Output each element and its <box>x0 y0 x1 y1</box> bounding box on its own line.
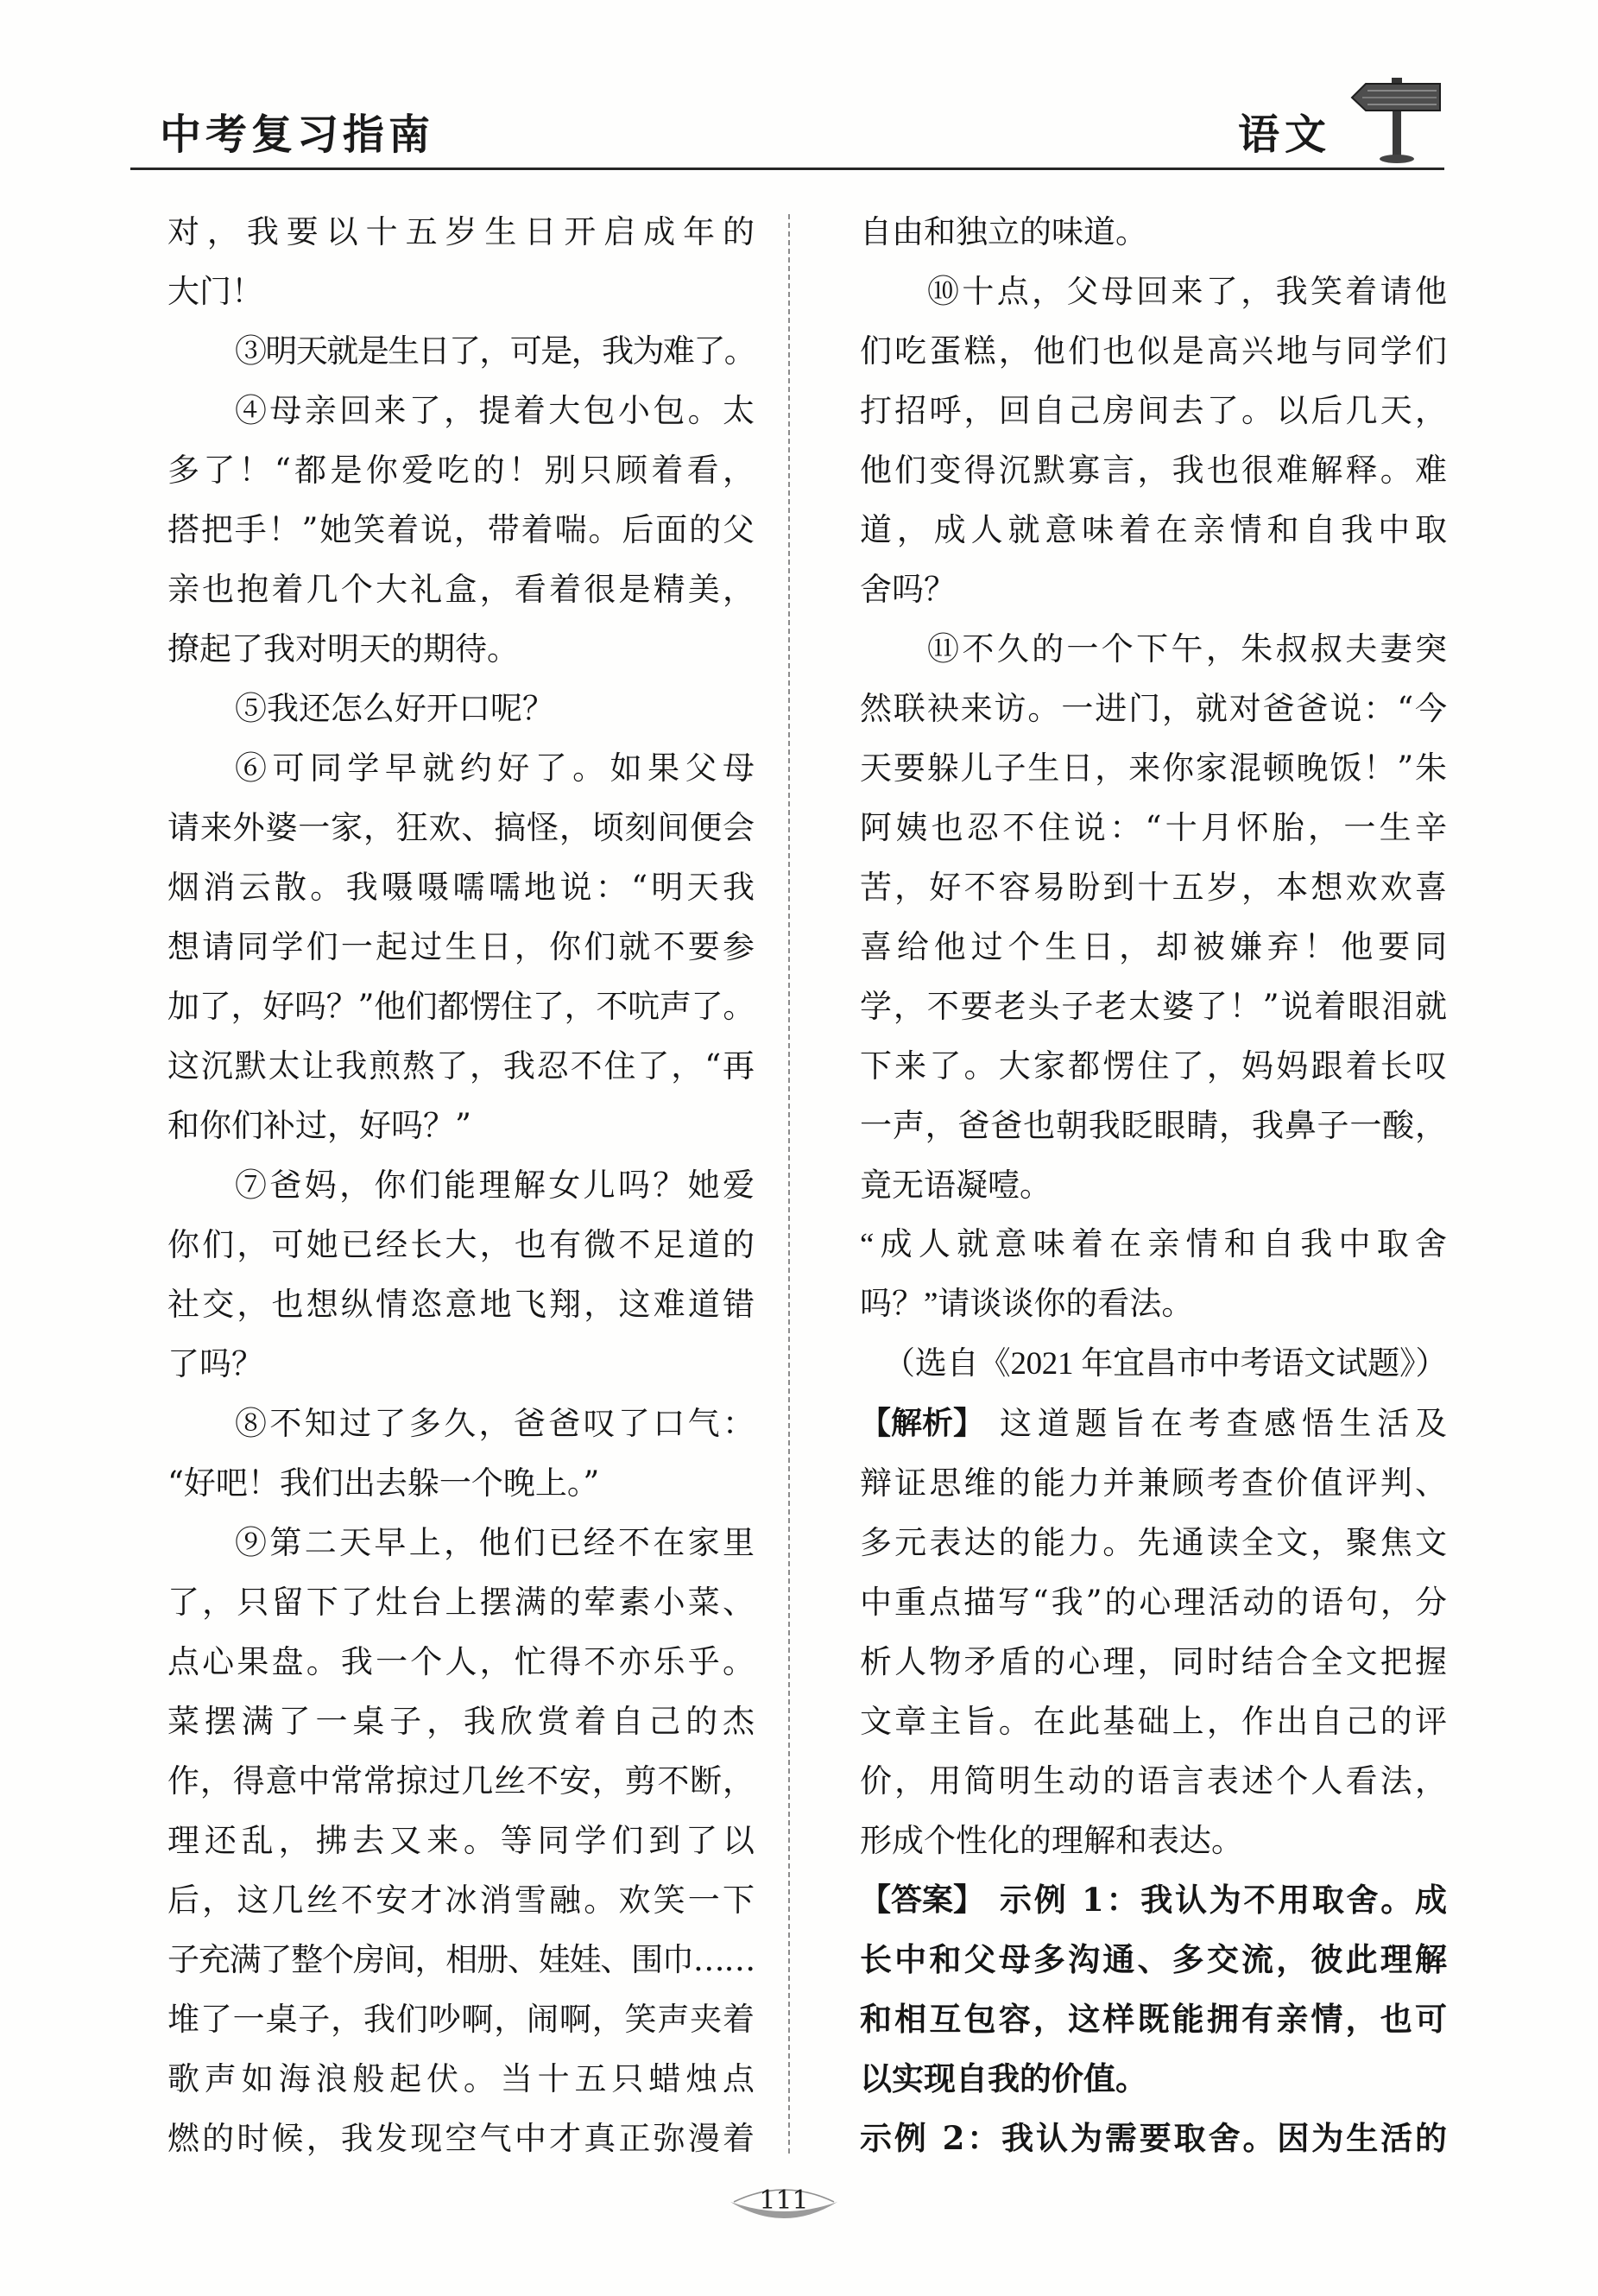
passage-line: 苦，好不容易盼到十五岁，本想欢欢喜 <box>860 869 1447 906</box>
passage-line: 搭把手！”她笑着说，带着喘。后面的父 <box>167 511 755 548</box>
book-title: 中考复习指南 <box>160 111 435 159</box>
passage-line: 和你们补过，好吗？” <box>167 1107 471 1144</box>
passage-line: 打招呼，回自己房间去了。以后几天， <box>860 392 1447 429</box>
passage-line: 喜给他过个生日，却被嫌弃！他要同 <box>860 928 1447 965</box>
answer-line: 示例 1：我认为不用取舍。成 <box>1000 1881 1447 1919</box>
passage-line: ⑧不知过了多久，爸爸叹了口气： <box>235 1405 755 1442</box>
passage-line: 想请同学们一起过生日，你们就不要参 <box>167 928 755 965</box>
answer-line: 长中和父母多沟通、多交流，彼此理解 <box>860 1940 1447 1978</box>
analysis-line: 多元表达的能力。先通读全文，聚焦文 <box>860 1524 1447 1561</box>
passage-line: 大门！ <box>167 273 263 310</box>
passage-line: 学，不要老头子老太婆了！”说着眼泪就 <box>860 988 1447 1025</box>
passage-line: 然联袂来访。一进门，就对爸爸说：“今 <box>860 690 1447 727</box>
left-column <box>167 202 755 2168</box>
signpost-icon <box>1349 76 1445 166</box>
passage-line: ⑦爸妈，你们能理解女儿吗？她爱 <box>235 1167 755 1204</box>
passage-line: ⑤我还怎么好开口呢？ <box>235 690 554 727</box>
analysis-line: 中重点描写“我”的心理活动的语句，分 <box>860 1584 1447 1621</box>
page-number: 111 <box>759 2185 809 2216</box>
passage-line: “好吧！我们出去躲一个晚上。” <box>167 1464 600 1502</box>
passage-line: 歌声如海浪般起伏。当十五只蜡烛点 <box>167 2060 755 2097</box>
passage-line: 道，成人就意味着在亲情和自我中取 <box>860 511 1447 548</box>
passage-line: 了吗？ <box>167 1345 263 1382</box>
passage-line: 堆了一桌子，我们吵啊，闹啊，笑声夹着 <box>167 2001 755 2038</box>
passage-line: 竟无语凝噎。 <box>860 1167 1052 1204</box>
answer-first-row <box>860 1870 1447 1930</box>
source-citation: （选自《2021 年宜昌市中考语文试题》） <box>883 1346 1447 1382</box>
passage-line: 撩起了我对明天的期待。 <box>167 630 519 667</box>
analysis-line: 辩证思维的能力并兼顾考查价值评判、 <box>860 1464 1447 1502</box>
header-rule <box>130 168 1444 170</box>
analysis-line: 价，用简明生动的语言表述个人看法， <box>860 1762 1447 1799</box>
passage-line: 社交，也想纵情恣意地飞翔，这难道错 <box>167 1286 755 1323</box>
passage-line: 理还乱，拂去又来。等同学们到了以 <box>167 1822 755 1859</box>
passage-line: 多了！“都是你爱吃的！别只顾着看， <box>167 452 755 489</box>
passage-line: 烟消云散。我嗫嗫嚅嚅地说：“明天我 <box>167 869 755 906</box>
passage-line: 舍吗？ <box>860 571 956 608</box>
analysis-first-row <box>860 1394 1447 1453</box>
answer-line: 示例 2：我认为需要取舍。因为生活的 <box>860 2119 1447 2157</box>
passage-line: ⑩十点，父母回来了，我笑着请他 <box>927 273 1447 310</box>
passage-line: 菜摆满了一桌子，我欣赏着自己的杰 <box>167 1703 755 1740</box>
answer-line: 以实现自我的价值。 <box>860 2059 1147 2097</box>
subject-title: 语文 <box>1238 111 1332 159</box>
passage-line: 对，我要以十五岁生日开启成年的 <box>167 213 755 250</box>
column-divider <box>788 214 790 2154</box>
analysis-line: 形成个性化的理解和表达。 <box>860 1822 1243 1859</box>
question-line: 吗？”请谈谈你的看法。 <box>860 1287 1194 1322</box>
passage-line: 天要躲儿子生日，来你家混顿晚饭！”朱 <box>860 750 1447 787</box>
passage-line: 了，只留下了灶台上摆满的荤素小菜、 <box>167 1584 755 1621</box>
passage-line: 们吃蛋糕，他们也似是高兴地与同学们 <box>860 332 1447 370</box>
passage-line: 燃的时候，我发现空气中才真正弥漫着 <box>167 2120 755 2157</box>
passage-line: ⑪不久的一个下午，朱叔叔夫妻突 <box>927 630 1447 667</box>
passage-line: ④母亲回来了，提着大包小包。太 <box>235 392 755 429</box>
passage-line: ⑨第二天早上，他们已经不在家里 <box>235 1524 755 1561</box>
passage-line: 子充满了整个房间，相册、娃娃、围巾…… <box>167 1941 755 1978</box>
passage-line: 作，得意中常常掠过几丝不安，剪不断， <box>167 1762 755 1799</box>
analysis-line: 析人物矛盾的心理，同时结合全文把握 <box>860 1643 1447 1680</box>
analysis-label: 【解析】 <box>860 1406 985 1441</box>
passage-line: 下来了。大家都愣住了，妈妈跟着长叹 <box>860 1047 1447 1085</box>
passage-line: 请来外婆一家，狂欢、搞怪，顷刻间便会 <box>167 809 755 846</box>
question-line: “成人就意味着在亲情和自我中取舍 <box>860 1227 1447 1262</box>
passage-line: 你们，可她已经长大，也有微不足道的 <box>167 1226 755 1263</box>
passage-line: 加了，好吗？”他们都愣住了，不吭声了。 <box>167 988 755 1025</box>
analysis-line: 这道题旨在考查感悟生活及 <box>1000 1405 1447 1442</box>
passage-line: ③明天就是生日了，可是，我为难了。 <box>235 332 755 370</box>
passage-line: 亲也抱着几个大礼盒，看着很是精美， <box>167 571 755 608</box>
answer-line: 和相互包容，这样既能拥有亲情，也可 <box>860 2000 1447 2038</box>
passage-line: 后，这几丝不安才冰消雪融。欢笑一下 <box>167 1882 755 1919</box>
passage-line: 一声，爸爸也朝我眨眼睛，我鼻子一酸， <box>860 1107 1447 1144</box>
answer-label: 【答案】 <box>860 1882 985 1918</box>
analysis-line: 文章主旨。在此基础上，作出自己的评 <box>860 1703 1447 1740</box>
passage-line: 他们变得沉默寡言，我也很难解释。难 <box>860 452 1447 489</box>
passage-line: ⑥可同学早就约好了。如果父母 <box>235 750 755 787</box>
passage-line: 自由和独立的味道。 <box>860 213 1147 250</box>
right-column <box>860 202 1447 2168</box>
passage-line: 阿姨也忍不住说：“十月怀胎，一生辛 <box>860 809 1447 846</box>
passage-line: 这沉默太让我煎熬了，我忍不住了，“再 <box>167 1047 755 1085</box>
passage-line: 点心果盘。我一个人，忙得不亦乐乎。 <box>167 1643 755 1680</box>
